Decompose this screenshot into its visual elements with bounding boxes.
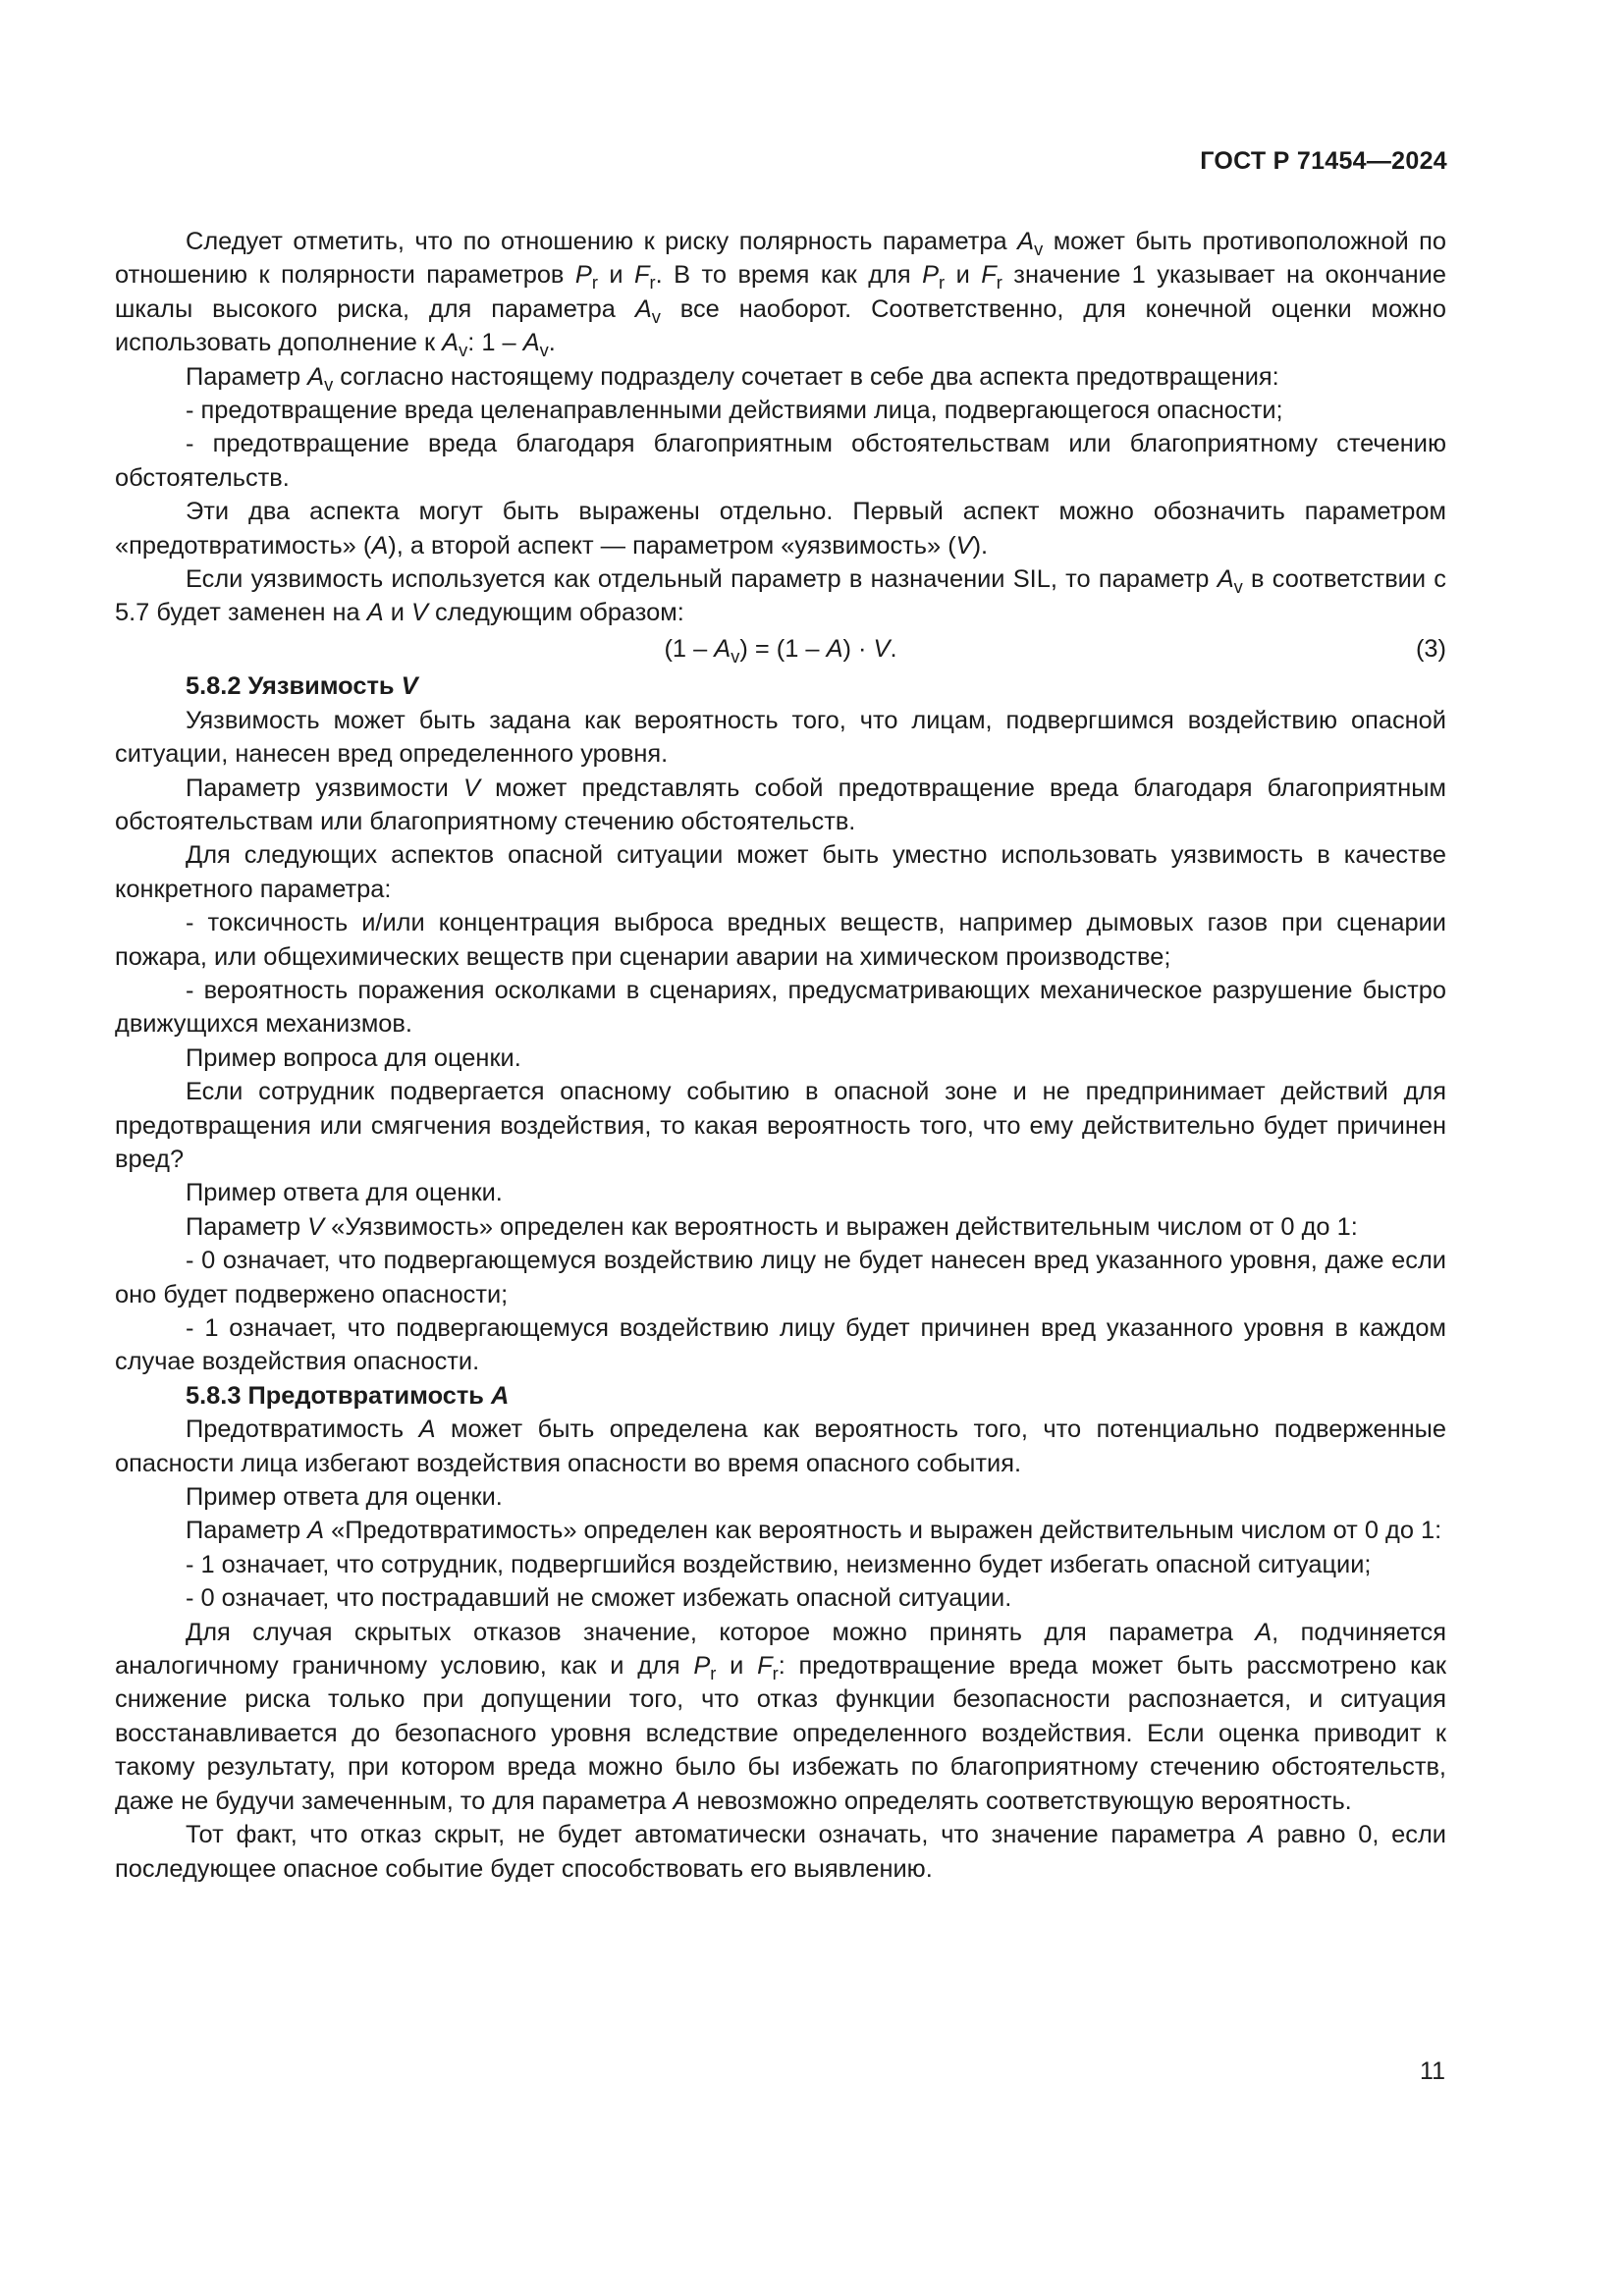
list-item: - 1 означает, что сотрудник, подвергшийся воздействию, неизменно будет избегать опасной ситуации; xyxy=(186,1550,1372,1578)
paragraph: Пример ответа для оценки. xyxy=(186,1179,503,1207)
paragraph: Эти два аспекта могут быть выражены отдельно. Первый аспект можно обозначить параметром «предотвратимость» (A), а второй аспект — параметром «уязвимость» (V). xyxy=(115,498,1446,560)
paragraph: Пример ответа для оценки. xyxy=(186,1483,503,1512)
formula-number: (3) xyxy=(1415,634,1446,663)
paragraph: Уязвимость может быть задана как вероятность того, что лицам, подвергшимся воздействию опасной ситуации, нанесен вред определенного уровня. xyxy=(115,706,1446,769)
list-item: - 0 означает, что пострадавший не сможет избежать опасной ситуации. xyxy=(186,1584,1012,1613)
document-designation: ГОСТ Р 71454—2024 xyxy=(1200,147,1447,175)
paragraph: Параметр уязвимости V может представлять собой предотвращение вреда благодаря благоприятным обстоятельствам или благоприятному стечению обстоятельств. xyxy=(115,774,1446,835)
paragraph: Если сотрудник подвергается опасному событию в опасной зоне и не предпринимает действий для предотвращения или смягчения воздействия, то какая вероятность того, что ему действительно будет причинен вред? xyxy=(115,1078,1446,1173)
list-item: - 1 означает, что подвергающемуся воздействию лицу будет причинен вред указанного уровня в каждом случае воздействия опасности. xyxy=(115,1314,1446,1376)
paragraph: Пример вопроса для оценки. xyxy=(186,1043,521,1072)
paragraph: Параметр $A_v$ согласно настоящему подразделу сочетает в себе два аспекта предотвращения: xyxy=(186,362,1279,395)
page-number: 11 xyxy=(1420,2057,1445,2085)
formula-expression: $(1 - A_v) = (1 - A) \cdot V$. xyxy=(664,634,897,667)
paragraph: Если уязвимость используется как отдельный параметр в назначении SIL, то параметр $A_v$ в соответствии с 5.7 будет заменен на A и V следующим образом: xyxy=(115,565,1446,627)
list-item: - 0 означает, что подвергающемуся воздействию лицу не будет нанесен вред указанного уровня, даже если оно будет подвержено опасности; xyxy=(115,1247,1446,1308)
paragraph: Тот факт, что отказ скрыт, не будет автоматически означать, что значение параметра A равно 0, если последующее опасное событие будет способствовать его выявлению. xyxy=(115,1821,1446,1883)
paragraph: Для следующих аспектов опасной ситуации может быть уместно использовать уязвимость в качестве конкретного параметра: xyxy=(115,841,1446,903)
paragraph: Следует отметить, что по отношению к риску полярность параметра $A_v$ может быть противоположной по отношению к полярности параметров $P_r$ и $F_r$. В то время как для $P_r$ и $F_r$ значение 1 указывает на окончание шкалы высокого риска, для параметра $A_v$ все наоборот. Соответственно, для конечной оценки можно использовать дополнение к $A_v$: $1 - A_v$. xyxy=(115,228,1446,361)
section-heading-5-8-2: 5.8.2 Уязвимость V xyxy=(186,672,418,701)
paragraph: Для случая скрытых отказов значение, которое можно принять для параметра A, подчиняется аналогичному граничному условию, как и для $P_r$ и $F_r$: предотвращение вреда может быть рассмотрено как снижение риска только при допущении того, что отказ функции безопасности распознается, и ситуация восстанавливается до безопасного уровня вследствие определенного воздействия. Если оценка приводит к такому результату, при котором вреда можно было бы избежать по благоприятному стечению обстоятельств, даже не будучи замеченным, то для параметра A невозможно определять соответствующую вероятность. xyxy=(115,1618,1447,1815)
formula-3 xyxy=(115,632,1446,666)
paragraph: Предотвратимость A может быть определена как вероятность того, что потенциально подверженные опасности лица избегают воздействия опасности во время опасного события. xyxy=(115,1415,1446,1477)
list-item: - вероятность поражения осколками в сценариях, предусматривающих механическое разрушение быстро движущихся механизмов. xyxy=(115,976,1446,1039)
document-body xyxy=(115,225,1446,1886)
list-item: - токсичность и/или концентрация выброса вредных веществ, например дымовых газов при сценарии пожара, или общехимических веществ при сценарии аварии на химическом производстве; xyxy=(115,909,1446,971)
paragraph: Параметр V «Уязвимость» определен как вероятность и выражен действительным числом от 0 до 1: xyxy=(186,1212,1358,1241)
list-item: - предотвращение вреда благодаря благоприятным обстоятельствам или благоприятному стечению обстоятельств. xyxy=(115,430,1446,492)
list-item: - предотвращение вреда целенаправленными действиями лица, подвергающегося опасности; xyxy=(186,397,1283,425)
paragraph: Параметр A «Предотвратимость» определен как вероятность и выражен действительным числом от 0 до 1: xyxy=(186,1517,1442,1545)
section-heading-5-8-3: 5.8.3 Предотвратимость A xyxy=(186,1381,510,1410)
